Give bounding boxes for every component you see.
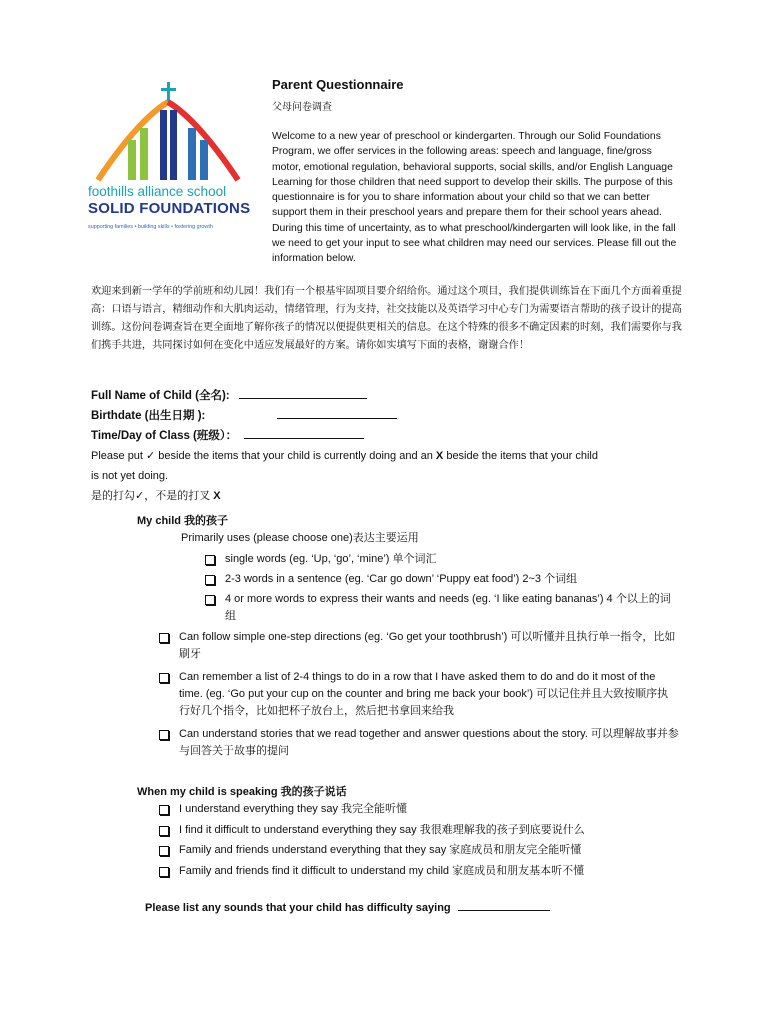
instructions-x-mark: X (435, 450, 444, 462)
checklist-item[interactable] (205, 551, 675, 568)
checklist-item[interactable] (159, 842, 679, 859)
checkbox[interactable] (205, 595, 215, 605)
checklist-item[interactable] (159, 669, 679, 720)
checklist-item-text: Can remember a list of 2-4 things to do in a row that I have asked them to do and do it most of the time. (eg. ‘Go put your cup on the counter and bring me back your book’) 可以记住并且大致按顺序执行好几个指令，比如把杯子放台上，然后把书拿回来给我 (179, 671, 669, 717)
page-subtitle: 父母问卷调查 (272, 102, 332, 113)
checklist-item[interactable] (159, 629, 679, 663)
class-time-field (91, 427, 364, 443)
sounds-blank[interactable] (458, 900, 550, 911)
instructions-text-b: beside the items that your child (443, 450, 598, 462)
checkbox[interactable] (159, 633, 169, 643)
instructions-line-3 (91, 486, 691, 506)
logo-school-name: foothills alliance school (88, 184, 227, 199)
checkbox[interactable] (159, 805, 169, 815)
checklist-item-text: single words (eg. ‘Up, ‘go’, ‘mine’) 单个词汇 (225, 553, 437, 565)
checkbox[interactable] (159, 846, 169, 856)
checklist-item[interactable] (159, 726, 679, 760)
checkbox[interactable] (205, 555, 215, 565)
intro-chinese: 欢迎来到新一学年的学前班和幼儿园！我们有一个根基牢固项目要介绍给你。通过这个项目，我们提供训练旨在下面几个方面着重提高：口语与语言，精细动作和大肌肉运动，情绪管理，行为支持，社交技能以及英语学习中心专门为需要语言帮助的孩子设计的提高训练。这份问卷调查旨在更全面地了解你孩子的情况以便提供更相关的信息。在这个特殊的很多不确定因素的时刻，我们需要你与我们携手共进，共同探讨如何在变化中适应发展最好的方案。请你如实填写下面的表格，谢谢合作！ (91, 286, 682, 351)
sounds-prompt (145, 900, 550, 914)
instructions-zh-x-mark: X (213, 490, 221, 502)
checkbox[interactable] (159, 673, 169, 683)
checkbox[interactable] (159, 826, 169, 836)
birthdate-field (91, 407, 397, 423)
instructions-line-2: is not yet doing. (91, 470, 169, 482)
section-heading-my-child: My child 我的孩子 (137, 515, 229, 527)
primarily-uses-label: Primarily uses (please choose one)表达主要运用 (181, 532, 419, 544)
checklist-item[interactable] (205, 571, 675, 588)
checklist-item[interactable] (159, 863, 679, 880)
logo-program-name: SOLID FOUNDATIONS (88, 200, 251, 217)
school-logo-graphic (88, 80, 258, 245)
intro-english: Welcome to a new year of preschool or kindergarten. Through our Solid Foundations Program, we offer services in the following areas: speech and language, fine/gross motor, emotional regulation, behavioral supports, social skills, and/or English Language Learning for those children that need support to develop their skills. The purpose of this questionnaire is for you to share information about your child so that we can better support them in their preschool years and prepare them for their school years ahead. During this time of uncertainty, as to what preschool/kindergarten will look like, in the fall we need to get your input to see what children may need our services. Please fill out the information below. (272, 131, 677, 265)
instructions-zh-text: 是的打勾✓，不是的打叉 (91, 490, 214, 502)
checklist-item-text: Can understand stories that we read together and answer questions about the story. 可以理解故事并参与回答关于故事的提问 (179, 728, 679, 757)
section-heading-speaking: When my child is speaking 我的孩子说话 (137, 786, 347, 798)
page-title: Parent Questionnaire (272, 77, 404, 92)
checklist-item-text: I understand everything they say 我完全能听懂 (179, 803, 408, 815)
full-name-field (91, 387, 367, 403)
checklist-item[interactable] (159, 801, 679, 818)
logo-tagline: supporting families • building skills • fostering growth (88, 224, 213, 230)
checkbox[interactable] (159, 867, 169, 877)
checklist-item-text: Can follow simple one-step directions (eg. ‘Go get your toothbrush’) 可以听懂并且执行单一指令，比如刷牙 (179, 631, 676, 660)
class-time-blank[interactable] (244, 428, 364, 439)
checklist-item-text: 2-3 words in a sentence (eg. ‘Car go down’ ‘Puppy eat food’) 2~3 个词组 (225, 573, 578, 585)
birthdate-label: Birthdate (出生日期 ): (91, 410, 206, 422)
instructions (91, 446, 691, 506)
checklist-item-text: I find it difficult to understand everything they say 我很难理解我的孩子到底要说什么 (179, 824, 585, 836)
full-name-blank[interactable] (239, 388, 367, 399)
birthdate-blank[interactable] (277, 408, 397, 419)
checkbox[interactable] (205, 575, 215, 585)
checklist-item-text: Family and friends find it difficult to understand my child 家庭成员和朋友基本听不懂 (179, 865, 585, 877)
checklist-item[interactable] (159, 822, 679, 839)
full-name-label: Full Name of Child (全名): (91, 390, 230, 402)
sounds-prompt-text: Please list any sounds that your child has difficulty saying (145, 902, 451, 914)
checklist-item-text: Family and friends understand everything that they say 家庭成员和朋友完全能听懂 (179, 844, 582, 856)
instructions-line-1 (91, 446, 691, 466)
checkbox[interactable] (159, 730, 169, 740)
school-logo (88, 80, 258, 245)
class-time-label: Time/Day of Class (班级）： (91, 430, 238, 442)
instructions-text-a: Please put ✓ beside the items that your child is currently doing and an (91, 450, 436, 462)
checklist-item-text: 4 or more words to express their wants and needs (eg. ‘I like eating bananas’) 4 个以上的词组 (225, 593, 671, 622)
checklist-item[interactable] (205, 591, 675, 625)
